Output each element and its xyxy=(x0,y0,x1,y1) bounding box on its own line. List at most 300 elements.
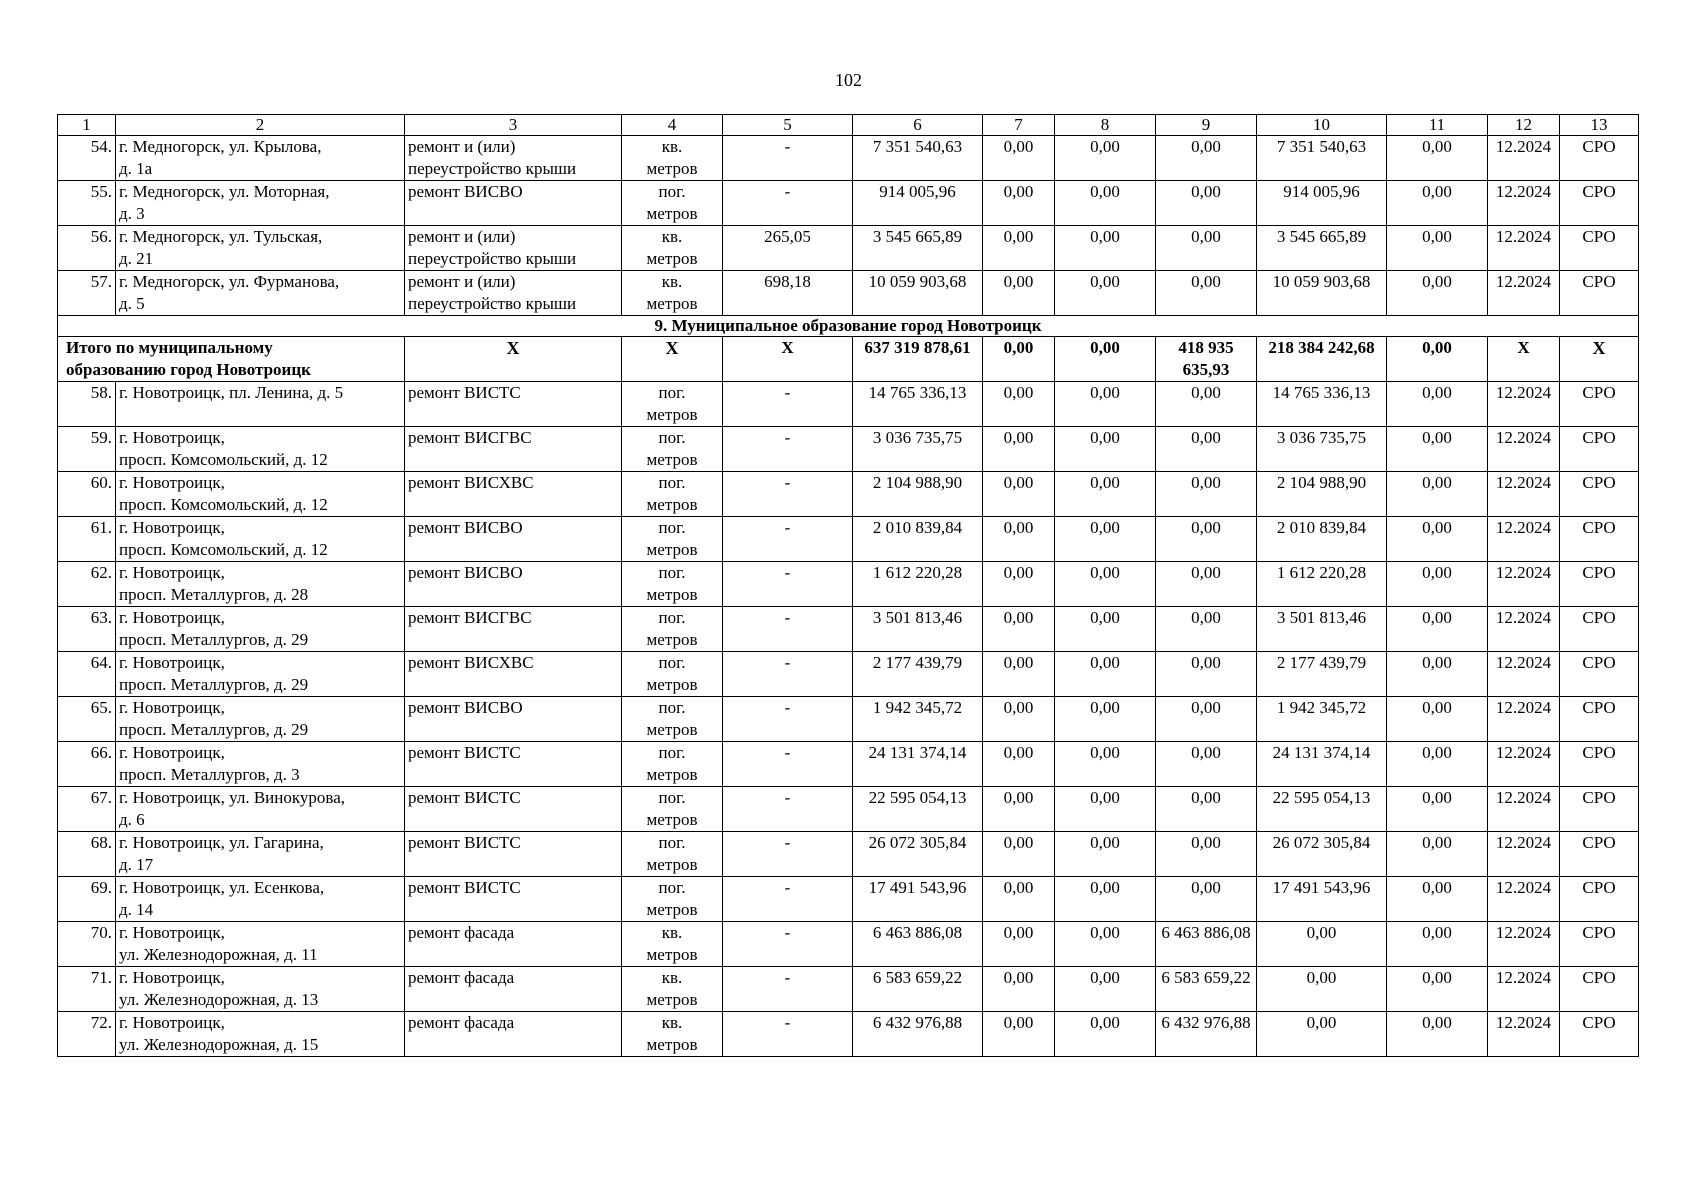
value-c11: 0,00 xyxy=(1387,877,1488,922)
value-c10: 914 005,96 xyxy=(1257,181,1387,226)
value-c5: - xyxy=(723,607,853,652)
table-row xyxy=(58,832,1639,877)
value-c9: 6 432 976,88 xyxy=(1156,1012,1257,1057)
work-type-cell xyxy=(405,742,622,787)
unit-line-2: метров xyxy=(646,405,698,424)
value-c10: 22 595 054,13 xyxy=(1257,787,1387,832)
row-number: 62. xyxy=(58,562,116,607)
unit-line-2: метров xyxy=(646,204,698,223)
column-header: 9 xyxy=(1156,115,1257,136)
value-c6: 2 010 839,84 xyxy=(853,517,983,562)
value-c7: 0,00 xyxy=(983,472,1055,517)
unit-cell xyxy=(622,877,723,922)
address-line-2: просп. Металлургов, д. 3 xyxy=(119,765,300,784)
work-type-cell xyxy=(405,967,622,1012)
work-type-line-1: ремонт ВИСТС xyxy=(408,833,521,852)
value-c8: 0,00 xyxy=(1055,271,1156,316)
unit-cell xyxy=(622,967,723,1012)
unit-cell xyxy=(622,382,723,427)
repair-program-table xyxy=(57,114,1639,1057)
total-c6: 637 319 878,61 xyxy=(853,337,983,382)
address-cell xyxy=(116,697,405,742)
unit-line-2: метров xyxy=(646,765,698,784)
work-type-cell xyxy=(405,652,622,697)
unit-line-2: метров xyxy=(646,855,698,874)
value-c9: 0,00 xyxy=(1156,472,1257,517)
value-c12: 12.2024 xyxy=(1488,271,1560,316)
contractor-cell: СРО xyxy=(1560,181,1639,226)
total-c9: 418 935 635,93 xyxy=(1156,337,1257,382)
column-header: 10 xyxy=(1257,115,1387,136)
value-c7: 0,00 xyxy=(983,1012,1055,1057)
address-line-2: д. 17 xyxy=(119,855,154,874)
value-c11: 0,00 xyxy=(1387,226,1488,271)
value-c5: - xyxy=(723,967,853,1012)
address-line-2: ул. Железнодорожная, д. 11 xyxy=(119,945,318,964)
section-row xyxy=(58,316,1639,337)
value-c5: - xyxy=(723,1012,853,1057)
table-row xyxy=(58,271,1639,316)
column-header: 5 xyxy=(723,115,853,136)
value-c6: 10 059 903,68 xyxy=(853,271,983,316)
table-row xyxy=(58,562,1639,607)
contractor-cell: СРО xyxy=(1560,562,1639,607)
table-row xyxy=(58,1012,1639,1057)
contractor-cell: СРО xyxy=(1560,427,1639,472)
value-c12: 12.2024 xyxy=(1488,967,1560,1012)
contractor-cell: СРО xyxy=(1560,787,1639,832)
value-c12: 12.2024 xyxy=(1488,517,1560,562)
value-c11: 0,00 xyxy=(1387,472,1488,517)
value-c5: - xyxy=(723,562,853,607)
value-c6: 6 463 886,08 xyxy=(853,922,983,967)
work-type-line-1: ремонт ВИСХВС xyxy=(408,473,534,492)
value-c10: 0,00 xyxy=(1257,967,1387,1012)
unit-cell xyxy=(622,181,723,226)
value-c10: 0,00 xyxy=(1257,922,1387,967)
unit-line-1: кв. xyxy=(661,968,683,987)
row-number: 67. xyxy=(58,787,116,832)
value-c5: - xyxy=(723,877,853,922)
value-c7: 0,00 xyxy=(983,517,1055,562)
address-line-2: д. 3 xyxy=(119,204,145,223)
unit-cell xyxy=(622,652,723,697)
value-c9: 0,00 xyxy=(1156,136,1257,181)
unit-cell xyxy=(622,922,723,967)
value-c12: 12.2024 xyxy=(1488,472,1560,517)
value-c9: 0,00 xyxy=(1156,562,1257,607)
value-c8: 0,00 xyxy=(1055,382,1156,427)
unit-line-1: пог. xyxy=(658,563,686,582)
value-c5: 265,05 xyxy=(723,226,853,271)
value-c8: 0,00 xyxy=(1055,742,1156,787)
work-type-line-1: ремонт ВИСВО xyxy=(408,698,523,717)
table-row xyxy=(58,967,1639,1012)
value-c6: 26 072 305,84 xyxy=(853,832,983,877)
value-c10: 14 765 336,13 xyxy=(1257,382,1387,427)
address-line-2: ул. Железнодорожная, д. 15 xyxy=(119,1035,319,1054)
work-type-line-1: ремонт ВИСГВС xyxy=(408,428,532,447)
value-c8: 0,00 xyxy=(1055,967,1156,1012)
work-type-cell xyxy=(405,697,622,742)
value-c7: 0,00 xyxy=(983,181,1055,226)
work-type-line-1: ремонт ВИСТС xyxy=(408,383,521,402)
value-c11: 0,00 xyxy=(1387,1012,1488,1057)
table-row xyxy=(58,136,1639,181)
value-c6: 7 351 540,63 xyxy=(853,136,983,181)
total-c3: X xyxy=(405,337,622,382)
row-number: 54. xyxy=(58,136,116,181)
row-number: 58. xyxy=(58,382,116,427)
address-cell xyxy=(116,652,405,697)
address-line-1: г. Медногорск, ул. Моторная, xyxy=(119,182,330,201)
column-header: 6 xyxy=(853,115,983,136)
unit-line-1: пог. xyxy=(658,182,686,201)
table-row xyxy=(58,181,1639,226)
value-c7: 0,00 xyxy=(983,271,1055,316)
work-type-cell xyxy=(405,877,622,922)
address-line-2: просп. Комсомольский, д. 12 xyxy=(119,450,328,469)
contractor-cell: СРО xyxy=(1560,472,1639,517)
table-row xyxy=(58,382,1639,427)
unit-line-2: метров xyxy=(646,945,698,964)
row-number: 71. xyxy=(58,967,116,1012)
column-header: 4 xyxy=(622,115,723,136)
value-c11: 0,00 xyxy=(1387,967,1488,1012)
value-c6: 24 131 374,14 xyxy=(853,742,983,787)
value-c10: 2 104 988,90 xyxy=(1257,472,1387,517)
value-c7: 0,00 xyxy=(983,562,1055,607)
value-c5: - xyxy=(723,136,853,181)
work-type-line-2: переустройство крыши xyxy=(408,159,577,178)
address-cell xyxy=(116,967,405,1012)
total-c13: X xyxy=(1560,337,1639,382)
unit-line-2: метров xyxy=(646,585,698,604)
address-cell xyxy=(116,787,405,832)
address-line-2: д. 14 xyxy=(119,900,154,919)
unit-line-1: пог. xyxy=(658,428,686,447)
total-c11: 0,00 xyxy=(1387,337,1488,382)
value-c5: - xyxy=(723,382,853,427)
total-label-line-1: Итого по муниципальному xyxy=(66,338,273,357)
value-c7: 0,00 xyxy=(983,427,1055,472)
unit-line-1: кв. xyxy=(661,923,683,942)
value-c12: 12.2024 xyxy=(1488,832,1560,877)
unit-line-2: метров xyxy=(646,810,698,829)
value-c7: 0,00 xyxy=(983,922,1055,967)
value-c8: 0,00 xyxy=(1055,472,1156,517)
total-c8: 0,00 xyxy=(1055,337,1156,382)
value-c7: 0,00 xyxy=(983,877,1055,922)
address-cell xyxy=(116,517,405,562)
value-c12: 12.2024 xyxy=(1488,652,1560,697)
value-c12: 12.2024 xyxy=(1488,427,1560,472)
value-c10: 1 612 220,28 xyxy=(1257,562,1387,607)
value-c8: 0,00 xyxy=(1055,226,1156,271)
value-c6: 14 765 336,13 xyxy=(853,382,983,427)
address-cell xyxy=(116,136,405,181)
page-number: 102 xyxy=(835,70,862,90)
work-type-cell xyxy=(405,562,622,607)
work-type-cell xyxy=(405,922,622,967)
value-c10: 24 131 374,14 xyxy=(1257,742,1387,787)
value-c7: 0,00 xyxy=(983,742,1055,787)
address-line-1: г. Новотроицк, xyxy=(119,473,225,492)
address-cell xyxy=(116,226,405,271)
unit-cell xyxy=(622,697,723,742)
value-c5: - xyxy=(723,652,853,697)
address-line-1: г. Новотроицк, ул. Винокурова, xyxy=(119,788,345,807)
value-c10: 1 942 345,72 xyxy=(1257,697,1387,742)
value-c10: 17 491 543,96 xyxy=(1257,877,1387,922)
row-number: 72. xyxy=(58,1012,116,1057)
address-line-1: г. Новотроицк, xyxy=(119,698,225,717)
unit-line-2: метров xyxy=(646,159,698,178)
value-c11: 0,00 xyxy=(1387,382,1488,427)
column-header: 12 xyxy=(1488,115,1560,136)
unit-line-1: кв. xyxy=(661,227,683,246)
address-line-2: просп. Металлургов, д. 29 xyxy=(119,630,309,649)
value-c12: 12.2024 xyxy=(1488,226,1560,271)
value-c5: - xyxy=(723,922,853,967)
work-type-line-1: ремонт фасада xyxy=(408,968,515,987)
contractor-cell: СРО xyxy=(1560,652,1639,697)
value-c11: 0,00 xyxy=(1387,517,1488,562)
address-cell xyxy=(116,562,405,607)
unit-line-1: кв. xyxy=(661,272,683,291)
table-row xyxy=(58,226,1639,271)
value-c7: 0,00 xyxy=(983,652,1055,697)
value-c9: 0,00 xyxy=(1156,877,1257,922)
value-c6: 1 612 220,28 xyxy=(853,562,983,607)
row-number: 61. xyxy=(58,517,116,562)
column-header: 7 xyxy=(983,115,1055,136)
value-c9: 0,00 xyxy=(1156,787,1257,832)
address-line-1: г. Медногорск, ул. Крылова, xyxy=(119,137,322,156)
contractor-cell: СРО xyxy=(1560,877,1639,922)
value-c7: 0,00 xyxy=(983,226,1055,271)
address-line-1: г. Новотроицк, пл. Ленина, д. 5 xyxy=(119,383,344,402)
work-type-line-1: ремонт ВИСХВС xyxy=(408,653,534,672)
unit-line-1: пог. xyxy=(658,878,686,897)
unit-line-1: кв. xyxy=(661,1013,683,1032)
address-line-1: г. Медногорск, ул. Фурманова, xyxy=(119,272,340,291)
value-c12: 12.2024 xyxy=(1488,562,1560,607)
column-header: 3 xyxy=(405,115,622,136)
value-c9: 6 583 659,22 xyxy=(1156,967,1257,1012)
address-cell xyxy=(116,271,405,316)
value-c9: 0,00 xyxy=(1156,607,1257,652)
value-c9: 0,00 xyxy=(1156,382,1257,427)
unit-cell xyxy=(622,1012,723,1057)
unit-line-2: метров xyxy=(646,450,698,469)
row-number: 69. xyxy=(58,877,116,922)
address-line-2: просп. Металлургов, д. 28 xyxy=(119,585,309,604)
value-c7: 0,00 xyxy=(983,787,1055,832)
contractor-cell: СРО xyxy=(1560,226,1639,271)
work-type-cell xyxy=(405,832,622,877)
unit-line-2: метров xyxy=(646,495,698,514)
table-row xyxy=(58,517,1639,562)
work-type-cell xyxy=(405,271,622,316)
value-c12: 12.2024 xyxy=(1488,877,1560,922)
row-number: 70. xyxy=(58,922,116,967)
unit-line-2: метров xyxy=(646,294,698,313)
value-c5: - xyxy=(723,787,853,832)
value-c5: - xyxy=(723,517,853,562)
value-c11: 0,00 xyxy=(1387,832,1488,877)
address-line-2: просп. Металлургов, д. 29 xyxy=(119,720,309,739)
address-line-2: д. 5 xyxy=(119,294,145,313)
value-c11: 0,00 xyxy=(1387,922,1488,967)
unit-line-2: метров xyxy=(646,675,698,694)
work-type-line-1: ремонт ВИСВО xyxy=(408,182,523,201)
section-title: 9. Муниципальное образование город Новотроицк xyxy=(58,316,1639,337)
work-type-cell xyxy=(405,787,622,832)
value-c5: - xyxy=(723,697,853,742)
total-c10: 218 384 242,68 xyxy=(1257,337,1387,382)
contractor-cell: СРО xyxy=(1560,136,1639,181)
row-number: 59. xyxy=(58,427,116,472)
value-c8: 0,00 xyxy=(1055,922,1156,967)
work-type-line-1: ремонт ВИСГВС xyxy=(408,608,532,627)
total-c4: X xyxy=(622,337,723,382)
value-c6: 914 005,96 xyxy=(853,181,983,226)
work-type-cell xyxy=(405,1012,622,1057)
work-type-cell xyxy=(405,136,622,181)
row-number: 68. xyxy=(58,832,116,877)
value-c6: 22 595 054,13 xyxy=(853,787,983,832)
unit-cell xyxy=(622,787,723,832)
value-c6: 3 501 813,46 xyxy=(853,607,983,652)
total-c5: X xyxy=(723,337,853,382)
value-c11: 0,00 xyxy=(1387,136,1488,181)
value-c10: 26 072 305,84 xyxy=(1257,832,1387,877)
value-c9: 0,00 xyxy=(1156,271,1257,316)
value-c7: 0,00 xyxy=(983,697,1055,742)
column-header: 1 xyxy=(58,115,116,136)
value-c12: 12.2024 xyxy=(1488,607,1560,652)
column-header: 11 xyxy=(1387,115,1488,136)
value-c8: 0,00 xyxy=(1055,832,1156,877)
value-c11: 0,00 xyxy=(1387,697,1488,742)
unit-line-1: пог. xyxy=(658,653,686,672)
row-number: 57. xyxy=(58,271,116,316)
value-c8: 0,00 xyxy=(1055,1012,1156,1057)
value-c12: 12.2024 xyxy=(1488,922,1560,967)
value-c8: 0,00 xyxy=(1055,181,1156,226)
value-c5: - xyxy=(723,742,853,787)
unit-line-1: пог. xyxy=(658,788,686,807)
address-line-1: г. Новотроицк, xyxy=(119,608,225,627)
work-type-line-1: ремонт ВИСВО xyxy=(408,518,523,537)
table-row xyxy=(58,787,1639,832)
value-c10: 7 351 540,63 xyxy=(1257,136,1387,181)
value-c8: 0,00 xyxy=(1055,652,1156,697)
table-row xyxy=(58,877,1639,922)
unit-line-1: пог. xyxy=(658,743,686,762)
value-c10: 3 501 813,46 xyxy=(1257,607,1387,652)
address-line-1: г. Новотроицк, xyxy=(119,428,225,447)
table-row xyxy=(58,697,1639,742)
unit-line-1: кв. xyxy=(661,137,683,156)
value-c7: 0,00 xyxy=(983,967,1055,1012)
value-c12: 12.2024 xyxy=(1488,136,1560,181)
address-cell xyxy=(116,427,405,472)
address-cell xyxy=(116,832,405,877)
address-line-2: д. 21 xyxy=(119,249,154,268)
value-c10: 10 059 903,68 xyxy=(1257,271,1387,316)
unit-cell xyxy=(622,517,723,562)
work-type-line-1: ремонт фасада xyxy=(408,1013,515,1032)
value-c5: - xyxy=(723,427,853,472)
column-header: 13 xyxy=(1560,115,1639,136)
value-c6: 2 104 988,90 xyxy=(853,472,983,517)
unit-line-1: пог. xyxy=(658,518,686,537)
value-c11: 0,00 xyxy=(1387,742,1488,787)
work-type-line-1: ремонт и (или) xyxy=(408,272,516,291)
value-c5: - xyxy=(723,181,853,226)
address-line-2: ул. Железнодорожная, д. 13 xyxy=(119,990,319,1009)
total-c7: 0,00 xyxy=(983,337,1055,382)
value-c9: 0,00 xyxy=(1156,181,1257,226)
value-c8: 0,00 xyxy=(1055,607,1156,652)
total-c12: X xyxy=(1488,337,1560,382)
address-cell xyxy=(116,742,405,787)
row-number: 63. xyxy=(58,607,116,652)
address-line-1: г. Новотроицк, xyxy=(119,653,225,672)
address-line-1: г. Медногорск, ул. Тульская, xyxy=(119,227,323,246)
address-line-1: г. Новотроицк, ул. Есенкова, xyxy=(119,878,325,897)
address-cell xyxy=(116,382,405,427)
contractor-cell: СРО xyxy=(1560,697,1639,742)
value-c6: 2 177 439,79 xyxy=(853,652,983,697)
work-type-cell xyxy=(405,226,622,271)
address-cell xyxy=(116,1012,405,1057)
value-c9: 0,00 xyxy=(1156,652,1257,697)
value-c8: 0,00 xyxy=(1055,517,1156,562)
work-type-line-1: ремонт и (или) xyxy=(408,137,516,156)
unit-cell xyxy=(622,607,723,652)
value-c9: 0,00 xyxy=(1156,697,1257,742)
value-c9: 0,00 xyxy=(1156,832,1257,877)
value-c12: 12.2024 xyxy=(1488,1012,1560,1057)
column-number-header xyxy=(58,115,1639,136)
contractor-cell: СРО xyxy=(1560,967,1639,1012)
total-row xyxy=(58,337,1639,382)
value-c6: 17 491 543,96 xyxy=(853,877,983,922)
address-line-2: просп. Комсомольский, д. 12 xyxy=(119,495,328,514)
value-c7: 0,00 xyxy=(983,607,1055,652)
value-c12: 12.2024 xyxy=(1488,697,1560,742)
contractor-cell: СРО xyxy=(1560,922,1639,967)
value-c5: - xyxy=(723,832,853,877)
table-row xyxy=(58,922,1639,967)
address-cell xyxy=(116,607,405,652)
table-row xyxy=(58,427,1639,472)
unit-cell xyxy=(622,136,723,181)
value-c8: 0,00 xyxy=(1055,562,1156,607)
value-c6: 1 942 345,72 xyxy=(853,697,983,742)
unit-line-1: пог. xyxy=(658,383,686,402)
unit-line-1: пог. xyxy=(658,833,686,852)
value-c9: 0,00 xyxy=(1156,427,1257,472)
work-type-line-1: ремонт ВИСТС xyxy=(408,743,521,762)
address-line-2: просп. Металлургов, д. 29 xyxy=(119,675,309,694)
value-c8: 0,00 xyxy=(1055,136,1156,181)
unit-line-2: метров xyxy=(646,249,698,268)
work-type-cell xyxy=(405,607,622,652)
